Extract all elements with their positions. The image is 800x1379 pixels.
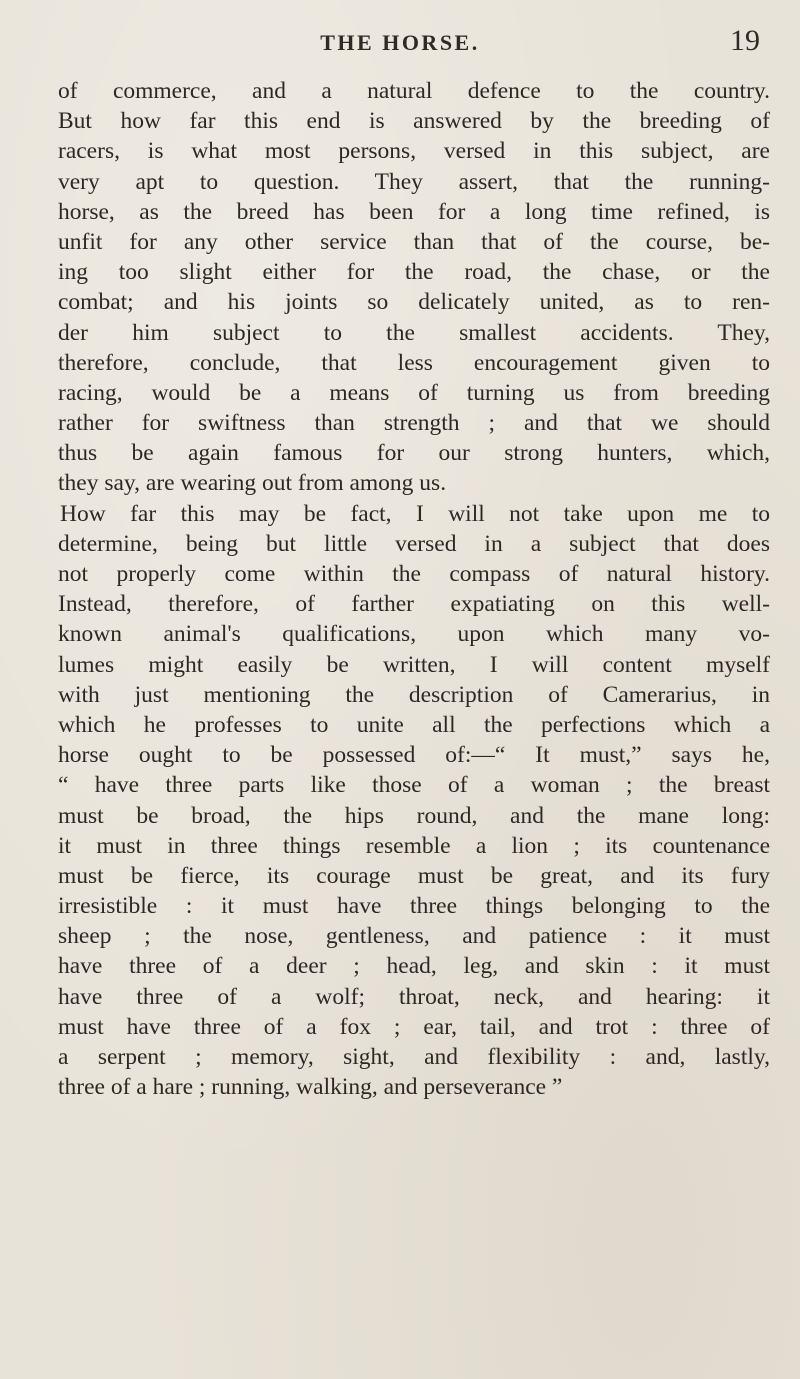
page-number: 19	[730, 24, 760, 57]
text-line: not properly come within the compass of natural history.	[58, 561, 770, 587]
text-line: it must in three things resemble a lion ; its countenance	[58, 832, 770, 859]
text-line: rather for swiftness than strength ; and that we should	[58, 410, 770, 437]
text-line: known animal's qualifications, upon which many vo-	[58, 621, 770, 648]
text-line: thus be again famous for our strong hunters, which,	[58, 440, 770, 467]
text-line: Instead, therefore, of farther expatiating on this well-	[58, 591, 770, 618]
text-line: combat; and his joints so delicately united, as to ren-	[58, 289, 770, 316]
text-line: But how far this end is answered by the breeding of	[58, 108, 770, 135]
text-line: of commerce, and a natural defence to the country.	[58, 78, 770, 104]
text-line: ing too slight either for the road, the chase, or the	[58, 259, 770, 286]
text-line: which he professes to unite all the perfections which a	[58, 711, 770, 738]
text-line: horse ought to be possessed of:—“ It must,” says he,	[58, 742, 770, 769]
text-line: lumes might easily be written, I will content myself	[58, 651, 770, 678]
text-line: with just mentioning the description of Camerarius, in	[58, 681, 770, 708]
text-line: must have three of a fox ; ear, tail, and trot : three of	[58, 1013, 770, 1040]
text-line: “ have three parts like those of a woman ; the breast	[58, 772, 770, 799]
text-line: horse, as the breed has been for a long time refined, is	[58, 198, 770, 225]
text-line: sheep ; the nose, gentleness, and patience : it must	[58, 923, 770, 950]
text-line: they say, are wearing out from among us.	[58, 470, 447, 497]
text-line: How far this may be fact, I will not take upon me to	[60, 500, 770, 527]
body-text	[58, 76, 770, 1102]
text-line: very apt to question. They assert, that the running-	[58, 168, 770, 195]
text-line: have three of a wolf; throat, neck, and hearing: it	[58, 983, 770, 1010]
text-line: racers, is what most persons, versed in this subject, are	[58, 138, 770, 165]
text-line: der him subject to the smallest accidents. They,	[58, 319, 770, 346]
text-line: a serpent ; memory, sight, and flexibility : and, lastly,	[58, 1044, 770, 1070]
text-line: must be fierce, its courage must be great, and its fury	[58, 862, 770, 889]
text-line: unfit for any other service than that of the course, be-	[58, 228, 770, 255]
text-line: therefore, conclude, that less encouragement given to	[58, 349, 770, 376]
text-line: irresistible : it must have three things belonging to the	[58, 893, 770, 920]
running-head	[0, 22, 800, 62]
running-head-title: THE HORSE.	[320, 30, 480, 55]
text-line: racing, would be a means of turning us from breeding	[58, 379, 770, 406]
text-line: have three of a deer ; head, leg, and skin : it must	[58, 953, 770, 980]
text-line: three of a hare ; running, walking, and perseverance ”	[58, 1074, 563, 1101]
text-line: must be broad, the hips round, and the mane long:	[58, 802, 770, 829]
text-line: determine, being but little versed in a subject that does	[58, 530, 770, 557]
